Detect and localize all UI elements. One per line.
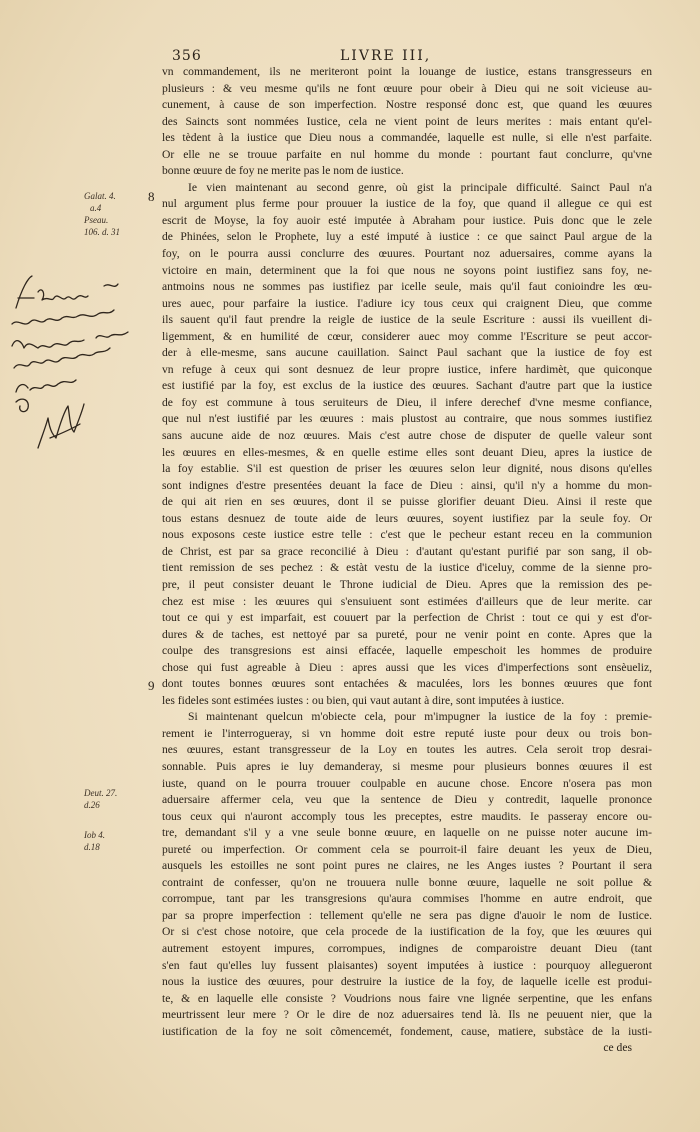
text-line: les tèdent à la iustice que Dieu nous a commandée, laquelle est nulle, si elle n'est parfaite. bbox=[162, 131, 652, 145]
margin-ref-galat bbox=[84, 190, 120, 238]
text-line: tous ceux qui n'auront accomply tous les preceptes, estre maudits. Ie passeray encore ou- bbox=[162, 809, 652, 823]
text-line: sans aucune aide de noz œuures. Mais c'est autre chose de disputer de quelle valeur sont bbox=[162, 429, 652, 443]
text-line: pureté ou imperfection. Or comment cela se pourroit-il faire deuant les yeux de Dieu, bbox=[162, 842, 652, 856]
text-line: les œuures en elles-mesmes, & en quelle estime elles sont deuant Dieu, apres la iustice de bbox=[162, 445, 652, 459]
margin-ref-line: Pseau. bbox=[84, 215, 109, 225]
text-line: te, & en laquelle elle consiste ? Voudrions nous faire vne lignée serpentine, que les enfans bbox=[162, 991, 652, 1005]
text-line: ures auec, pour parfaire la iustice. I'adiure icy tous ceux qui craignent Dieu, que comme bbox=[162, 296, 652, 310]
text-line: tient remission de ses pechez : & estàt vestu de la iustice d'iceluy, comme de la sienne pro- bbox=[162, 561, 652, 575]
margin-ref-line: 106. d. 31 bbox=[84, 227, 120, 237]
text-line: plusieurs : & veu mesme qu'ils ne font œuure pour obeir à Dieu qui ne soit vicieuse au- bbox=[162, 81, 652, 95]
text-line: de qui ait rien en ses œuures, dont il se puisse glorifier deuant Dieu. Ainsi il reste que bbox=[162, 495, 652, 509]
text-line: ligemment, & en humilité de cœur, considerer auec moy comme l'Escriture se peut accor- bbox=[162, 329, 652, 343]
text-line: aduersaire affermer cela, veu que la sentence de Dieu y contredit, laquelle prononce bbox=[162, 793, 652, 807]
text-line: bonne œuure de foy ne merite pas le nom de iustice. bbox=[162, 164, 404, 178]
margin-ref-iob bbox=[84, 829, 105, 853]
body-text bbox=[162, 64, 652, 1057]
section-number-8: 8 bbox=[148, 189, 155, 204]
margin-ref-line: d.26 bbox=[84, 800, 100, 810]
margin-ref-line: d.18 bbox=[84, 842, 100, 852]
text-line: sonnable. Puis apres ie luy demanderay, si mesme pour plusieurs bonnes œuures il est bbox=[162, 759, 652, 773]
text-line: tre, demandant s'il y a vne seule bonne œuure, en laquelle on ne puisse noter aucune im- bbox=[162, 826, 652, 840]
text-line: dures & de taches, est nettoyé par sa pureté, pour ne venir point en conte. Apres que la bbox=[162, 627, 652, 641]
text-line: ausquels les estoilles ne sont point pures ne claires, ne les Anges iustes ? Pourtant il sera bbox=[162, 859, 652, 873]
text-line: foy, on le pourra aussi conclurre des œuures. Pourtant noz aduersaires, comme ayans la bbox=[162, 247, 652, 261]
catchword: ce des bbox=[603, 1041, 632, 1055]
handwritten-annotation bbox=[8, 268, 158, 458]
page-number: 356 bbox=[172, 48, 202, 64]
margin-ref-deut bbox=[84, 787, 117, 811]
text-line: nous exposons ceste iustice estre telle : c'est que le pecheur estant receu en la communion bbox=[162, 528, 652, 542]
margin-ref-line: Galat. 4. bbox=[84, 191, 116, 201]
text-line: chose qui fust agreable à Dieu : apres aussi que les vices d'imperfections sont ensèueliz, bbox=[162, 660, 652, 674]
text-line: iuste, quand on le pourra trouuer coulpable en aucune chose. Encore n'osera pas mon bbox=[162, 776, 652, 790]
text-line: ils sauent qu'il faut prendre la reigle de iustice de la seule Escriture : aussi ils vueillent di- bbox=[162, 313, 652, 327]
text-line: Or elle ne se trouue parfaite en nul homme du monde : pourtant faut conclurre, qu'vne bbox=[162, 147, 652, 161]
text-line: coulpe des transgresions est ainsi effacée, laquelle empeschoit les hommes de produire bbox=[162, 644, 652, 658]
text-line: Si maintenant quelcun m'obiecte cela, pour m'impugner la iustice de la foy : premie- bbox=[188, 710, 652, 724]
text-line: Or si c'est chose notoire, que cela procede de la iustification de la foy, que les œuures qui bbox=[162, 925, 652, 939]
section-number-9: 9 bbox=[148, 678, 155, 693]
margin-ref-line: Iob 4. bbox=[84, 830, 105, 840]
text-line: Ie vien maintenant au second genre, où gist la principale difficulté. Sainct Paul n'a bbox=[188, 180, 652, 194]
text-line: s'en faut qu'elles luy fussent plaisantes) soyent imputées à iustice : pourquoy allegueront bbox=[162, 958, 652, 972]
text-line: nous la iustice des œuures, pour destruire la iustice de la foy, de laquelle icelle est produi- bbox=[162, 975, 652, 989]
text-line: tout ce qui y est imparfait, est couuert par la perfection de Christ : tout ce qui y est d'or- bbox=[162, 611, 652, 625]
text-line: la foy establie. S'il est question de priser les œuures selon leur dignité, nous disons qu'elles bbox=[162, 462, 652, 476]
text-line: der à elle-mesme, sans aucune cauillation. Sainct Paul sachant que la iustice de foy est bbox=[162, 346, 652, 360]
text-line: corrompue, tant par les transgresions qu'aura commises l'homme en autre endroit, que bbox=[162, 892, 652, 906]
text-line: de Christ, est par sa grace reconcilié à Dieu : d'autant qu'estant purifié par son sang, il ob- bbox=[162, 544, 652, 558]
running-head: LIVRE III, bbox=[340, 48, 432, 64]
text-line: meurtrissent leur mere ? Or le dire de noz aduersaires tend là. Ils ne peuuent nier, que la bbox=[162, 1008, 652, 1022]
text-line: iustification de la foy ne soit cõmencemét, fondement, cause, matiere, substàce de la iusti- bbox=[162, 1024, 652, 1038]
text-line: nul argument plus ferme pour prouuer la iustice de la foy, que quand il allegue ce qui est bbox=[162, 197, 652, 211]
text-line: tous estans desnuez de toute aide de leurs œuures, soyent iustifiez par la seule foy. Or bbox=[162, 511, 652, 525]
margin-ref-line: Deut. 27. bbox=[84, 788, 118, 798]
text-line: que nul n'est iustifié par les œuures : mais plustost au contraire, que nous sommes iustifiez bbox=[162, 412, 652, 426]
text-line: autrement estoyent impures, corrompues, indignes de comparoistre deuant Dieu (tant bbox=[162, 941, 652, 955]
text-line: nes œuures, estant transgresseur de la Loy en toutes les autres. Cela seroit trop desrai- bbox=[162, 743, 652, 757]
text-line: contraint de confesser, qu'on ne trouuera nulle bonne œuure, laquelle ne soit pollue & bbox=[162, 875, 652, 889]
text-line: cunement, à cause de son imperfection. Nostre responsé donc est, que quand les œuures bbox=[162, 98, 652, 112]
text-line: des Saincts sont nommées Iustice, cela ne vient point de leurs merites : mais entant qu'el- bbox=[162, 114, 652, 128]
text-line: escrit de Moyse, la foy auoir esté imputée à Abraham pour iustice. Puis donc que le zele bbox=[162, 213, 652, 227]
text-line: les fideles sont estimées iustes : ou bien, qui vaut autant à dire, sont imputées à iustice. bbox=[162, 693, 565, 707]
text-line: chez est mise : les œuures qui s'ensuiuent sont estimées d'ailleurs que de leur merite. car bbox=[162, 594, 652, 608]
text-line: sont indignes d'estre presentées deuant la face de Dieu : ainsi, qu'il n'y a homme du mon- bbox=[162, 478, 652, 492]
text-line: vn commandement, ils ne meriteront point la louange de iustice, estans transgresseurs en bbox=[162, 65, 652, 78]
text-line: de Phinées, selon le Prophete, luy a esté imputé à iustice : ce que sainct Paul argue de la bbox=[162, 230, 652, 244]
text-line: pre, il peut consister deuant le Throne iudicial de Dieu. Apres que la remission des pe- bbox=[162, 577, 652, 591]
text-line: rement ie l'interrogueray, si vn homme doit estre reputé iuste pour deux ou trois bon- bbox=[162, 726, 652, 740]
text-line: antmoins nous ne sommes pas iustifiez par icelle seule, mais qu'il faut conioindre les œu- bbox=[162, 280, 652, 294]
text-line: est iustifié par la foy, est exclus de la iustice des œuures. Sachant d'autre part que la iustice bbox=[162, 379, 652, 393]
margin-ref-line: a.4 bbox=[90, 203, 102, 213]
text-line: vn refuge à ceux qui sont desnuez de leur propre iustice, infere hardimèt, que quiconque bbox=[162, 362, 652, 376]
text-line: victoire en main, determinent que la foi que nous ne soyons point iustifiez sans foy, ne- bbox=[162, 263, 652, 277]
text-line: de foy est commune à tous seruiteurs de Dieu, il infere derechef d'vne mesme confiance, bbox=[162, 395, 652, 409]
text-line: par sa propre imperfection : tellement qu'elle ne sera pas digne d'auoir le nom de Iustice. bbox=[162, 908, 652, 922]
text-line: dont toutes bonnes œuures sont entachées & maculées, lors les bonnes œuures que font bbox=[162, 677, 652, 691]
